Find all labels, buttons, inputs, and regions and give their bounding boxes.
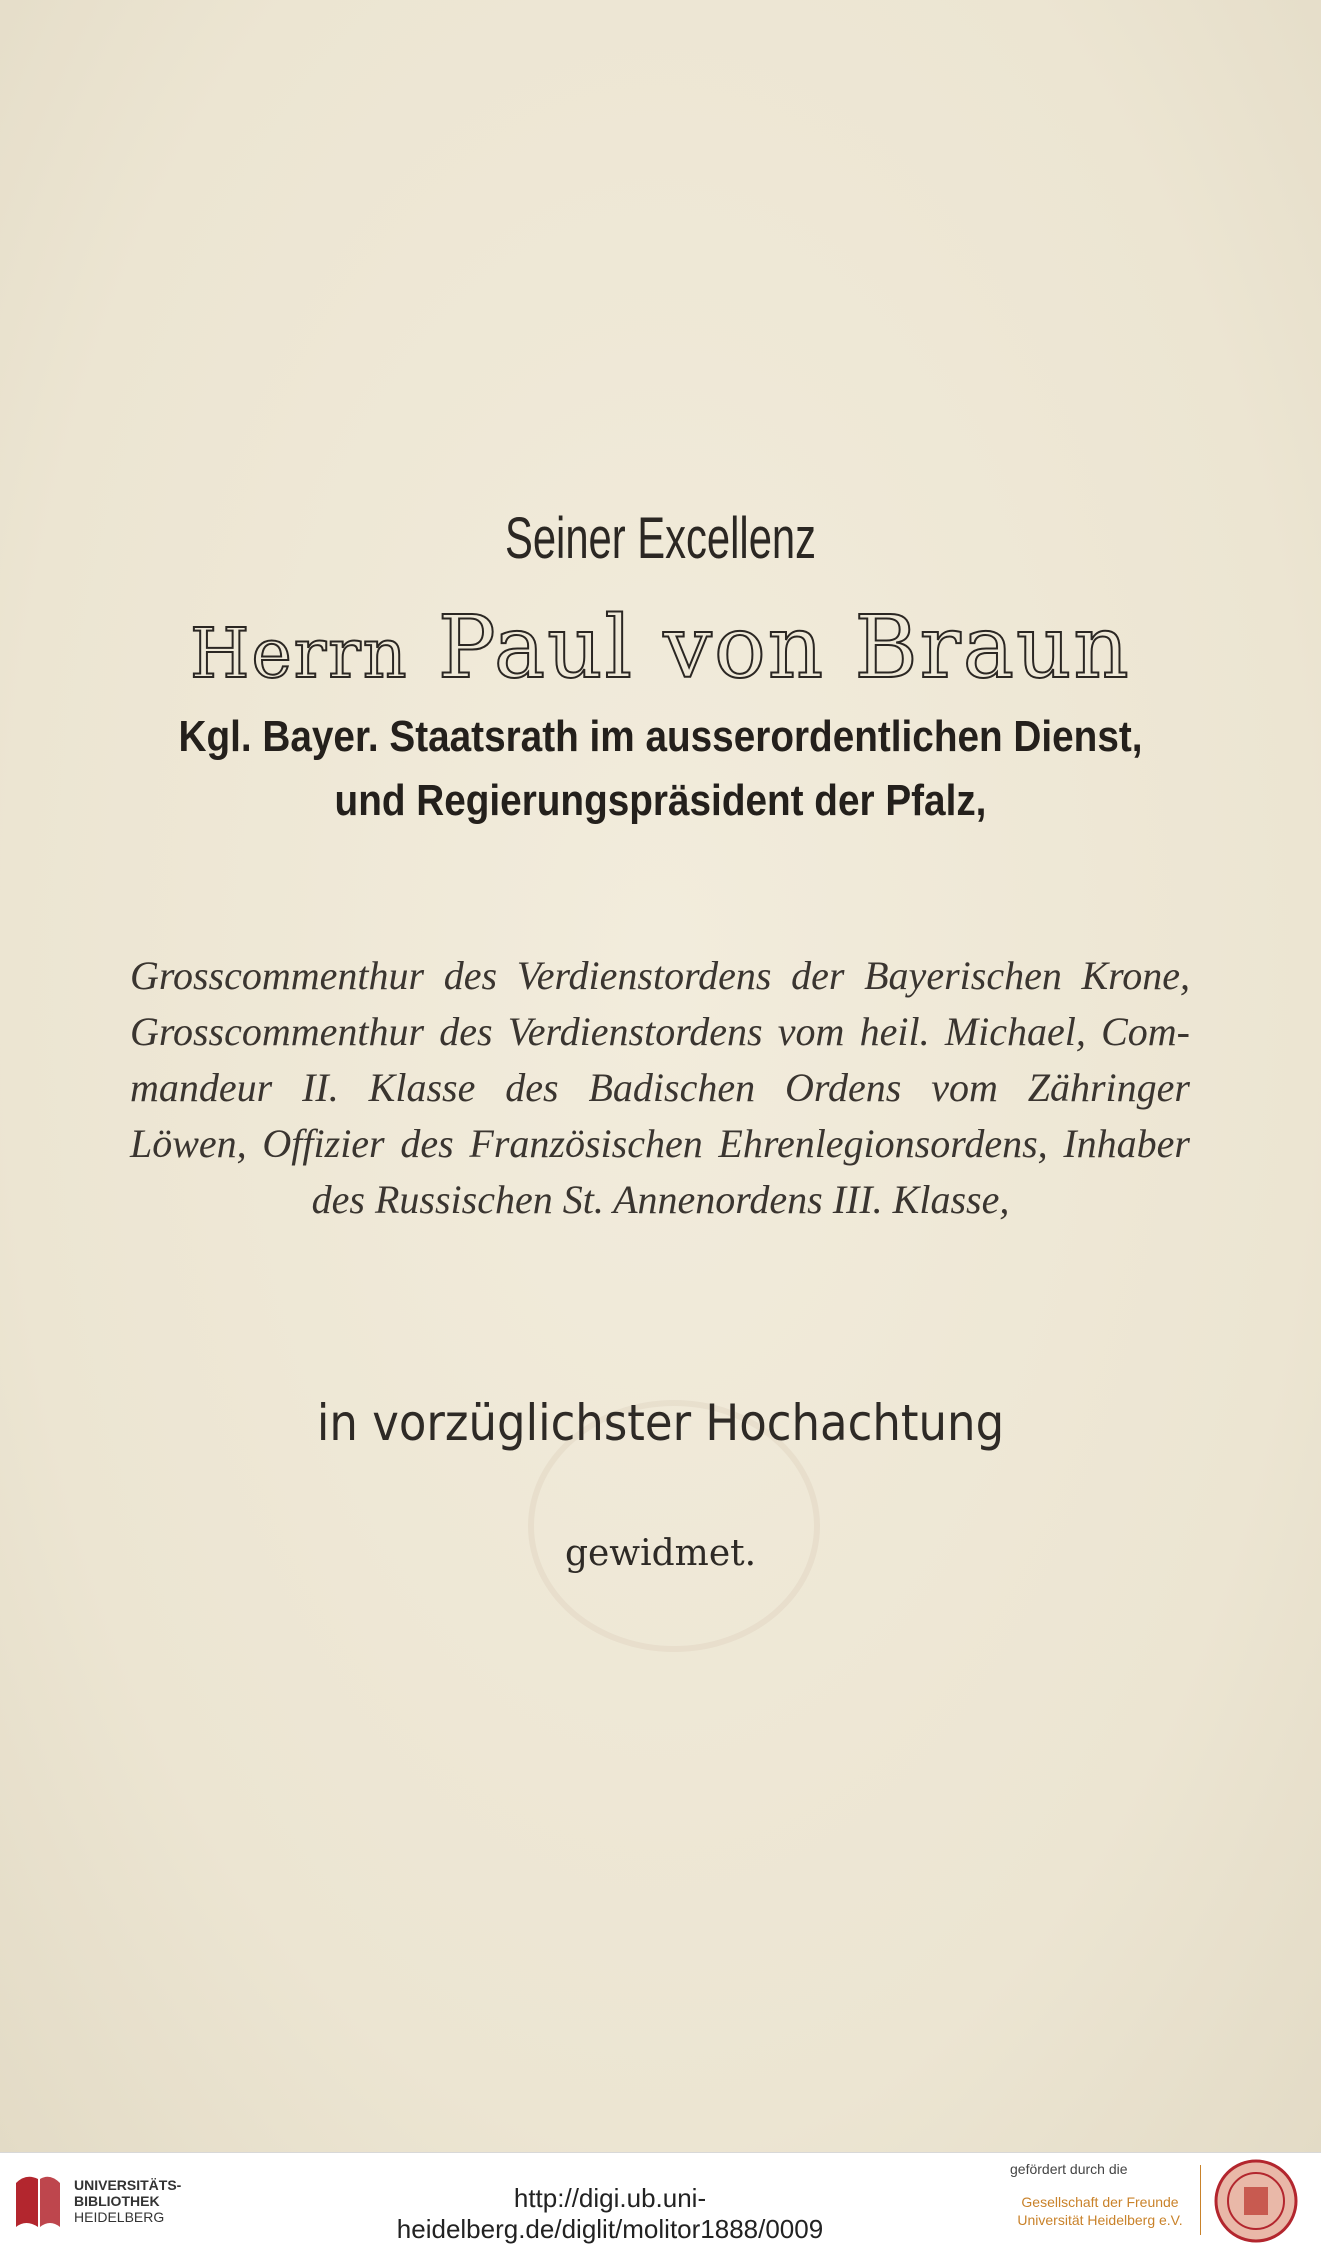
honors-line-4: Löwen, Offizier des Französischen Ehrenlegionsordens, Inhaber <box>130 1121 1190 1166</box>
honors-line-1: Grosscommenthur des Verdienstordens der Bayerischen Krone, <box>130 953 1190 998</box>
title-line-1: Kgl. Bayer. Staatsrath im ausserordentlichen Dienst, <box>178 712 1143 761</box>
footer-divider <box>1200 2165 1201 2235</box>
sponsor-name: Gesellschaft der Freunde Universität Heidelberg e.V. <box>1017 2194 1183 2228</box>
name-main: Paul von Braun <box>437 598 1131 698</box>
dedicatee-name <box>0 598 1321 698</box>
university-library-logo-icon <box>12 2169 64 2231</box>
title-line-2: und Regierungspräsident der Pfalz, <box>334 776 987 825</box>
permalink-url[interactable]: http://digi.ub.uni-heidelberg.de/diglit/molitor1888/0009 <box>396 2183 824 2244</box>
dedicated-line: gewidmet. <box>564 1533 757 1574</box>
closing-line: in vorzüglichster Hochachtung <box>316 1394 1005 1452</box>
name-prefix: Herrn <box>190 615 409 694</box>
viewer-footer <box>0 2152 1321 2247</box>
library-name: UNIVERSITÄTS- BIBLIOTHEK HEIDELBERG <box>74 2177 182 2225</box>
salutation: Seiner Excellenz <box>504 506 817 571</box>
university-seal-icon <box>1214 2159 1298 2243</box>
honors-line-2: Grosscommenthur des Verdienstordens vom heil. Michael, Com- <box>130 1009 1190 1054</box>
honors-line-5: des Russischen St. Annenordens III. Klasse, <box>311 1177 1010 1222</box>
honors-line-3: mandeur II. Klasse des Badischen Ordens vom Zähringer <box>130 1065 1190 1110</box>
sponsor-caption: gefördert durch die <box>1010 2161 1128 2177</box>
